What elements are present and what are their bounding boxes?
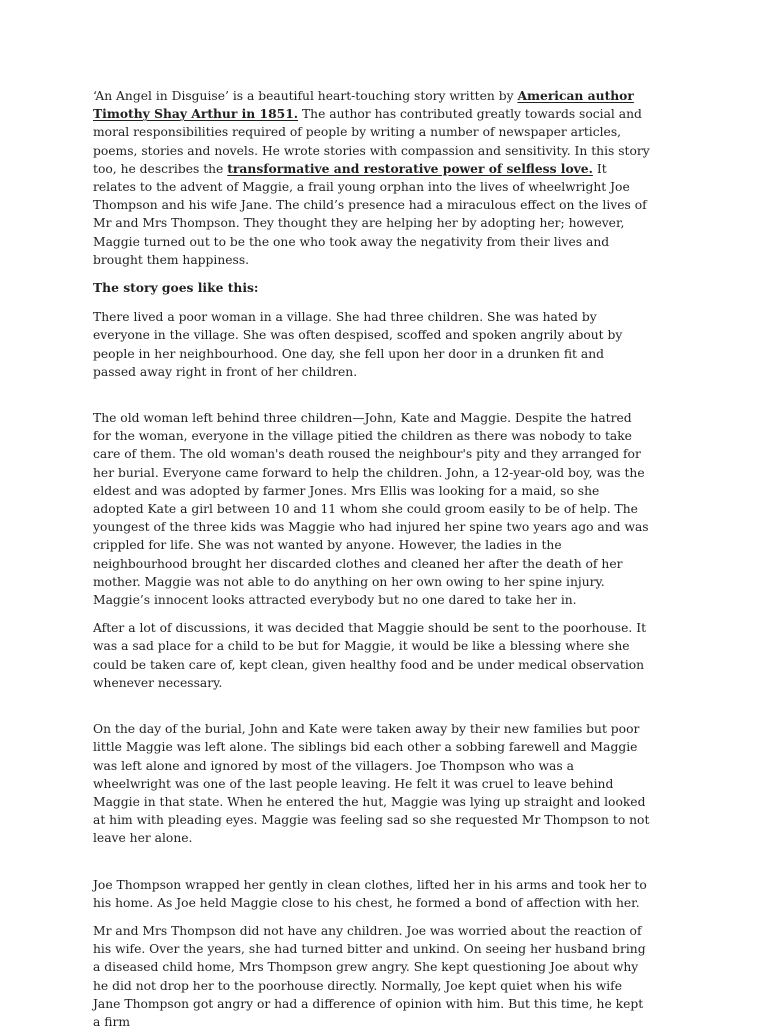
intro-text-3: It relates to the advent of Maggie, a frail young orphan into the lives of wheelwright Joe Thompson and his wife Jane. The child’s presence had a miraculous effect on the lives of Mr and Mrs Thompson. They thought they are helping her by adopting her; however, Maggie turned out to be the one who took away the negativity from their lives and brought them happiness. xyxy=(93,161,647,267)
section-heading: The story goes like this: xyxy=(93,280,259,296)
paragraph-3: After a lot of discussions, it was decided that Maggie should be sent to the poorhouse. It was a sad place for a child to be but for Maggie, it would be like a blessing where she could be taken care of, kept clean, given healthy food and be under medical observation whenever necessary. xyxy=(93,621,647,690)
paragraph-5: Joe Thompson wrapped her gently in clean clothes, lifted her in his arms and took her to his home. As Joe held Maggie close to his chest, he formed a bond of affection with her. xyxy=(93,877,647,910)
paragraph-1: There lived a poor woman in a village. She had three children. She was hated by everyone in the village. She was often despised, scoffed and spoken angrily about by people in her neighbourhood. One day, she fell upon her door in a drunken fit and passed away right in front of her children. xyxy=(93,310,623,379)
intro-paragraph xyxy=(93,87,650,269)
paragraph-6: Mr and Mrs Thompson did not have any children. Joe was worried about the reaction of his wife. Over the years, she had turned bitter and unkind. On seeing her husband bring a diseased child home, Mrs Thompson grew angry. She kept questioning Joe about why he did not drop her to the poorhouse directly. Normally, Joe kept quiet when his wife Jane Thompson got angry or had a difference of opinion with him. But this time, he kept a firm xyxy=(93,923,646,1029)
author-highlight: American author Timothy Shay Arthur in 1851. xyxy=(93,88,634,122)
intro-text-2: The author has contributed greatly towards social and moral responsibilities required of people by writing a number of newspaper articles, poems, stories and novels. He wrote stories with compassion and sensitivity. In this story too, he describes the xyxy=(93,107,650,176)
paragraph-4: On the day of the burial, John and Kate were taken away by their new families but poor little Maggie was left alone. The siblings bid each other a sobbing farewell and Maggie was left alone and ignored by most of the villagers. Joe Thompson who was a wheelwright was one of the last people leaving. He felt it was cruel to leave behind Maggie in that state. When he entered the hut, Maggie was lying up straight and looked at him with pleading eyes. Maggie was feeling sad so she requested Mr Thompson to not leave her alone. xyxy=(93,722,650,846)
theme-highlight: transformative and restorative power of selfless love. xyxy=(227,160,593,176)
intro-text-1: ‘An Angel in Disguise’ is a beautiful heart-touching story written by xyxy=(93,89,518,103)
paragraph-2: The old woman left behind three children—John, Kate and Maggie. Despite the hatred for the woman, everyone in the village pitied the children as there was nobody to take care of them. The old woman's death roused the neighbour's pity and they arranged for her burial. Everyone came forward to help the children. John, a 12-year-old boy, was the eldest and was adopted by farmer Jones. Mrs Ellis was looking for a maid, so she adopted Kate a girl between 10 and 11 whom she could groom easily to be of help. The youngest of the three kids was Maggie who had injured her spine two years ago and was crippled for life. She was not wanted by anyone. However, the ladies in the neighbourhood brought her discarded clothes and cleaned her after the death of her mother. Maggie was not able to do anything on her own owing to her spine injury. Maggie’s innocent looks attracted everybody but no one dared to take her in. xyxy=(93,411,649,608)
